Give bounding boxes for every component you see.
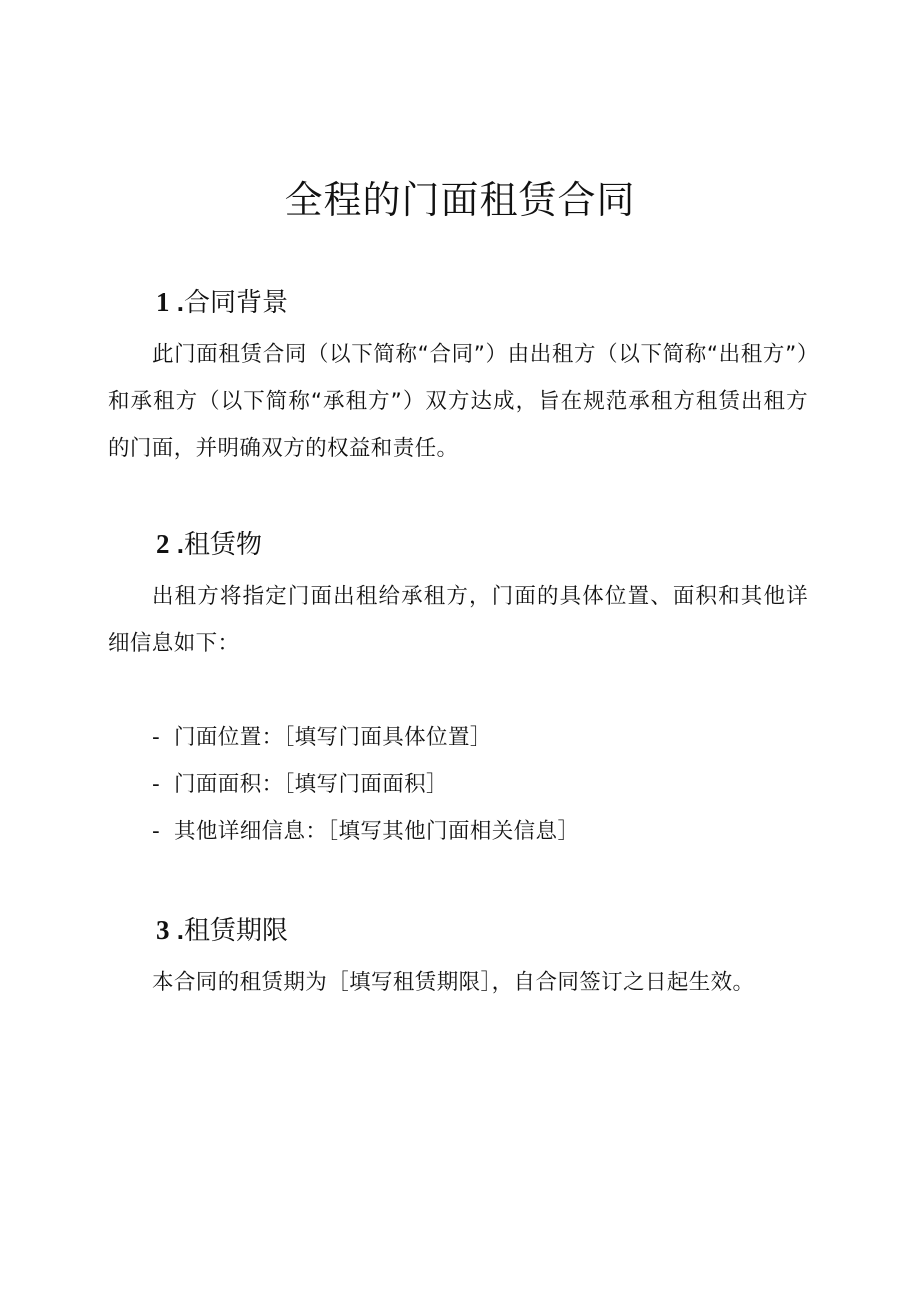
section-paragraph: 本合同的租赁期为［填写租赁期限］，自合同签订之日起生效。 [152, 970, 755, 995]
section-heading [156, 910, 808, 951]
section-number: 2 [156, 529, 170, 559]
section-contract-background [108, 282, 808, 472]
list-dash: - [152, 725, 161, 750]
list-dash: - [152, 772, 161, 797]
list-item-text: 门面面积：［填写门面面积］ [174, 772, 448, 797]
section-lease-term [108, 910, 808, 1006]
list-item [152, 761, 812, 808]
heading-dot: . [169, 529, 184, 559]
section-heading-text: 合同背景 [183, 288, 288, 318]
section-number: 1 [156, 287, 170, 317]
section-leased-property [108, 524, 808, 667]
list-item [152, 714, 812, 761]
list-item-text: 其他详细信息：［填写其他门面相关信息］ [174, 819, 580, 844]
section-heading [156, 524, 808, 565]
section-heading-text: 租赁物 [183, 530, 262, 560]
heading-dot: . [169, 915, 184, 945]
list-item-text: 门面位置：［填写门面具体位置］ [174, 725, 492, 750]
section-number: 3 [156, 915, 170, 945]
list-dash: - [152, 819, 161, 844]
heading-dot: . [169, 287, 184, 317]
section-heading [156, 282, 808, 323]
document-title: 全程的门面租赁合同 [284, 178, 636, 222]
section-heading-text: 租赁期限 [183, 916, 288, 946]
property-details-list [152, 714, 812, 855]
list-item [152, 808, 812, 855]
section-paragraph: 出租方将指定门面出租给承租方，门面的具体位置、面积和其他详细信息如下： [108, 584, 808, 656]
section-paragraph: 此门面租赁合同（以下简称“合同”）由出租方（以下简称“出租方”）和承租方（以下简称“承租方”）双方达成，旨在规范承租方租赁出租方的门面，并明确双方的权益和责任。 [108, 342, 808, 461]
